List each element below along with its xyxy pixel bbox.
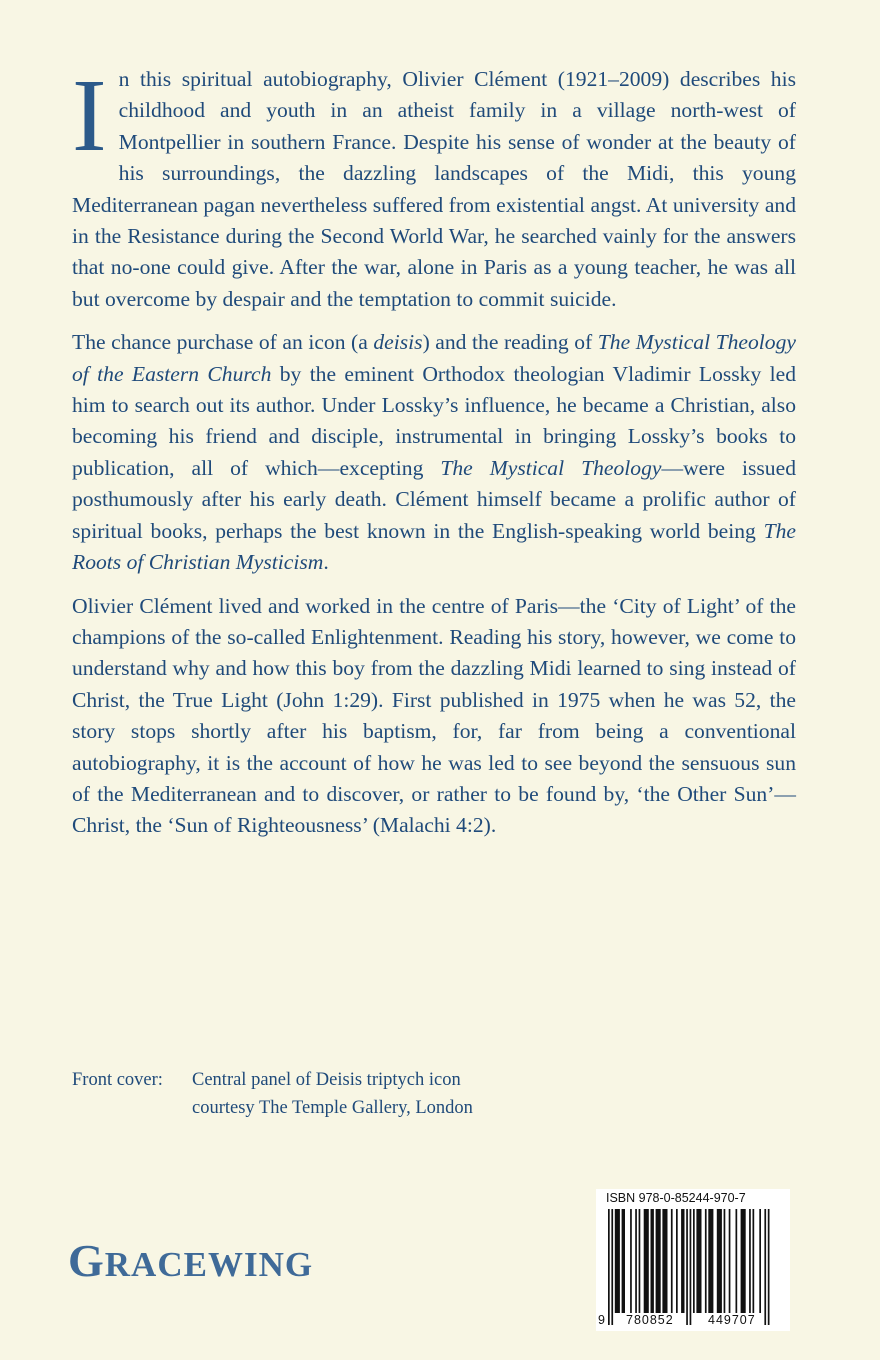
ean-digit-first: 9 [598,1313,605,1327]
barcode-bar [681,1209,684,1313]
isbn-label: ISBN 978-0-85244-970-7 [606,1191,746,1205]
barcode-bar [736,1209,738,1313]
publisher-logo [68,1234,313,1287]
text-run-2: ) and the reading of [422,330,598,355]
italic-title-7: The Roots of Christian Mysticism [72,518,796,575]
cover-credit-line-2: courtesy The Temple Gallery, London [192,1098,473,1118]
drop-cap: I [72,58,107,173]
text-run-6: —were issued posthumously after his early death. Clément himself became a prolific author of spiritual books, perhaps the best known in the English-speaking world being [72,455,796,543]
barcode-bar [690,1209,692,1325]
italic-title-1: deisis [373,330,423,355]
barcode-bar [686,1209,688,1325]
isbn-barcode [596,1189,790,1331]
blurb-paragraph-3-text [72,594,796,838]
barcode-bar [639,1209,641,1313]
barcode-bar [693,1209,695,1313]
barcode-bar [724,1209,726,1313]
barcode-bars [608,1209,780,1325]
barcode-bar [753,1209,755,1313]
text-run-4: by the eminent Orthodox theologian Vladimir Lossky led him to search out its author. Under Lossky’s influence, he became a Christian, also becoming his friend and disciple, instrumental in bringing Lossky’s books to publication, all of which—excepting [72,361,796,480]
barcode-bar [656,1209,661,1313]
barcode-bar [644,1209,649,1313]
barcode-bar [708,1209,713,1313]
barcode-bar [651,1209,654,1313]
barcode-bar [764,1209,766,1325]
barcode-bar [741,1209,746,1313]
barcode-bar [759,1209,761,1313]
cover-credit-row-1 [72,1066,473,1094]
barcode-bar [729,1209,731,1313]
text-run-0: Olivier Clément lived and worked in the centre of Paris—the ‘City of Light’ of the champions of the so-called Enlightenment. Reading his story, however, we come to understand why and how this boy from the dazzling Midi learned to sing instead of Christ, the True Light (John 1:29). First published in 1975 when he was 52, the story stops shortly after his baptism, for, far from being a conventional autobiography, it is the account of how he was led to see beyond the sensuous sun of the Mediterranean and to discover, or rather to be found by, ‘the Other Sun’—Christ, the ‘Sun of Righteousness’ (Malachi 4:2). [72,593,796,838]
text-run-0: The chance purchase of an icon (a [72,330,374,355]
blurb-paragraph-2-text [72,330,796,574]
cover-credit [72,1066,473,1122]
barcode-bar [749,1209,751,1313]
barcode-bar [671,1209,673,1313]
text-run-8: . [323,550,329,575]
italic-title-3: The Mystical Theology of the Eastern Church [72,330,796,386]
barcode-bar [768,1209,770,1325]
barcode-bar [717,1209,722,1313]
publisher-initial: G [68,1235,105,1286]
italic-title-5: The Mystical Theology [440,455,662,480]
barcode-bar [696,1209,701,1313]
back-cover-blurb [72,58,796,854]
text-run-0: n this spiritual autobiography, Olivier Clément (1921–2009) describes his childhood and youth in an atheist family in a village north-west of Montpellier in southern France. Despite his sense of wonder at the beauty of his surroundings, the dazzling landscapes of the Midi, this young Mediterranean pagan nevertheless suffered from existential angst. At university and in the Resistance during the Second World War, he searched vainly for the answers that no-one could give. After the war, alone in Paris as a young teacher, he was all but overcome by despair and the temptation to commit suicide. [72,67,796,311]
ean-digits [596,1313,790,1329]
blurb-paragraph-3 [72,591,796,842]
publisher-rest: RACEWING [104,1245,314,1284]
barcode-bar [635,1209,637,1313]
cover-credit-label: Front cover: [72,1070,163,1090]
barcode-bar [676,1209,678,1313]
barcode-bar [622,1209,625,1313]
blurb-paragraph-2 [72,327,796,578]
ean-digits-left: 780852 [626,1313,674,1327]
cover-credit-row-2 [72,1094,473,1122]
barcode-bar [615,1209,620,1313]
barcode-bar [608,1209,610,1325]
cover-credit-line-1: Central panel of Deisis triptych icon [192,1070,461,1090]
ean-digits-right: 449707 [708,1313,756,1327]
barcode-bar [662,1209,667,1313]
barcode-bar [705,1209,707,1313]
blurb-paragraph-1 [72,58,796,315]
barcode-bar [630,1209,632,1313]
barcode-bar [611,1209,613,1325]
blurb-paragraph-1-text [72,58,796,311]
